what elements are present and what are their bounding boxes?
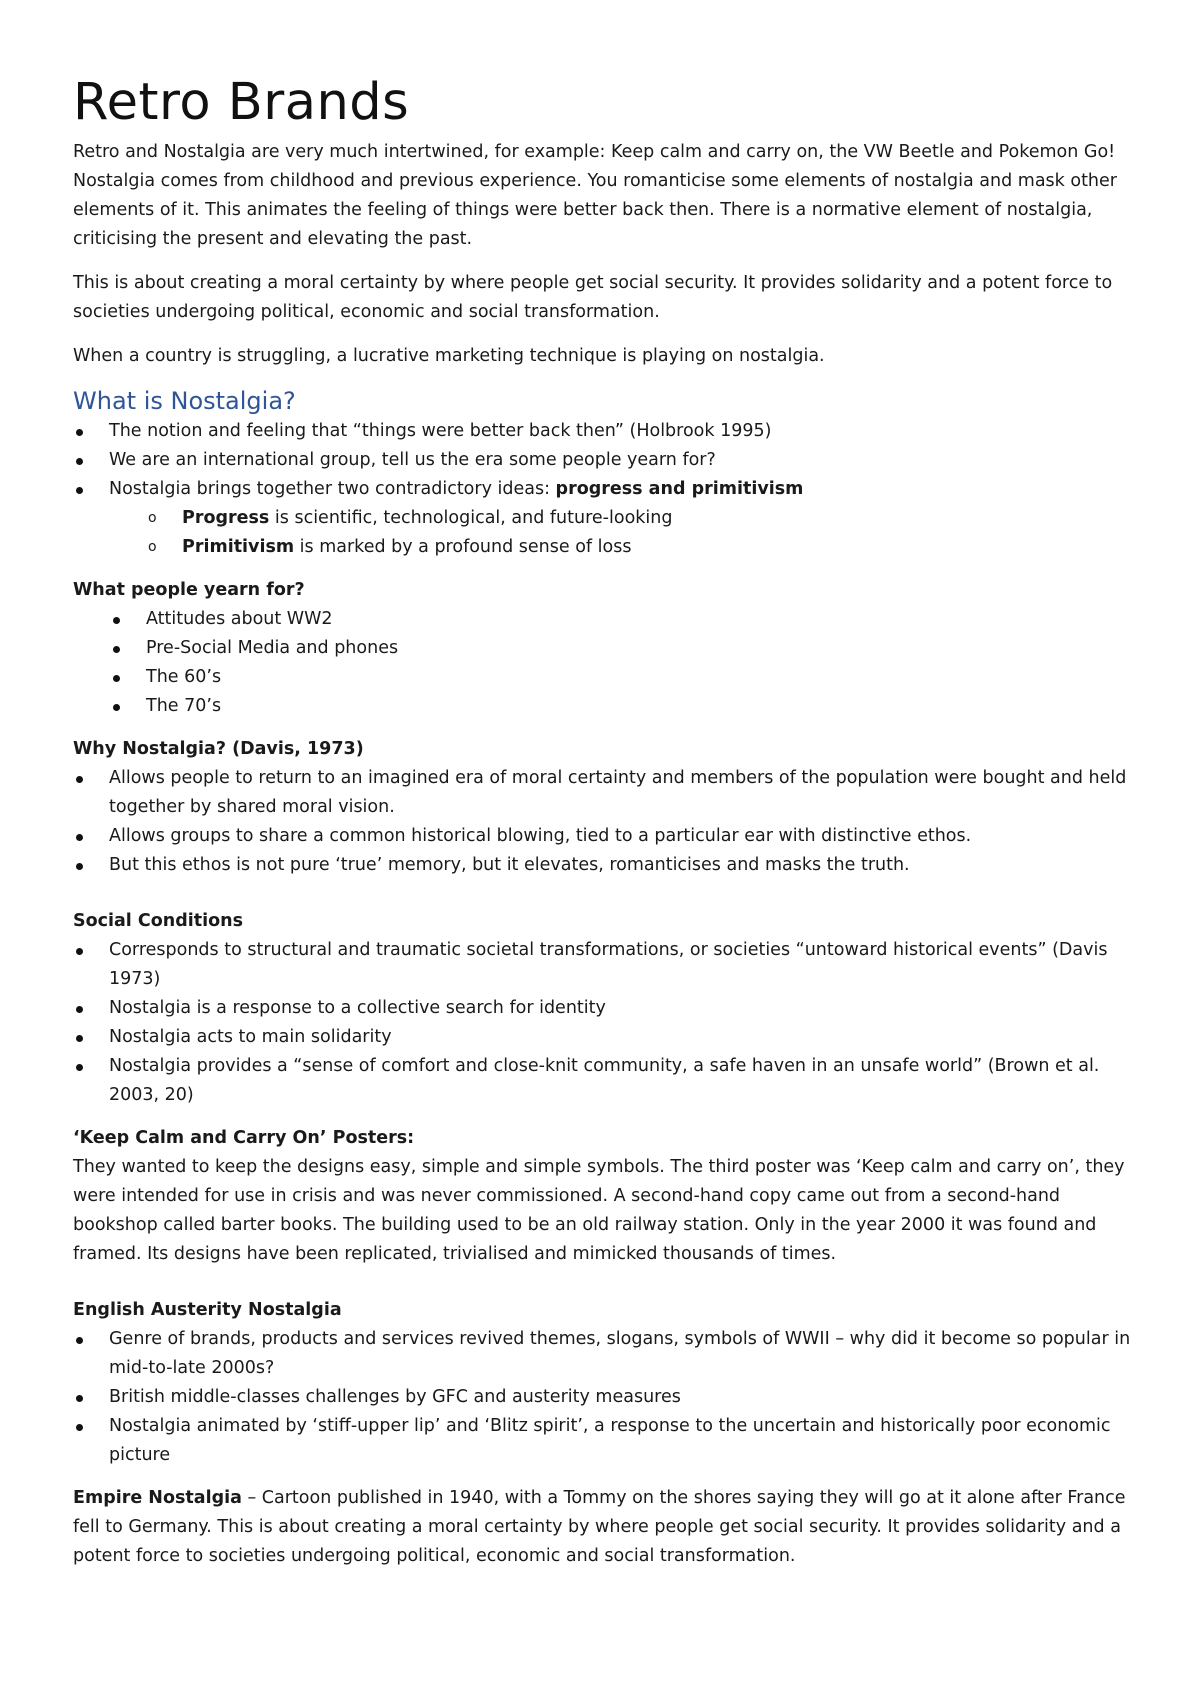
list-item: We are an international group, tell us the era some people yearn for? — [73, 446, 1140, 475]
keep-calm-paragraph: They wanted to keep the designs easy, simple and simple symbols. The third poster was ‘Keep calm and carry on’, they were intended for use in crisis and was never commissioned. A second-hand copy came out from a second-hand bookshop called barter books. The building used to be an old railway station. Only in the year 2000 it was found and framed. Its designs have been replicated, trivialised and mimicked thousands of times. — [73, 1157, 1125, 1264]
sub-list-item — [73, 533, 1140, 562]
why-nostalgia-list — [73, 764, 1140, 880]
empire-nostalgia-label: Empire Nostalgia — [73, 1488, 242, 1508]
progress-primitivism-sublist — [73, 504, 1140, 562]
list-item: Nostalgia is a response to a collective search for identity — [73, 994, 1140, 1023]
list-item-bold: progress and primitivism — [555, 479, 804, 499]
list-item-text: Nostalgia brings together two contradictory ideas: — [109, 479, 556, 499]
list-item: Corresponds to structural and traumatic societal transformations, or societies “untoward historical events” (Davis 1973) — [73, 936, 1140, 994]
sub-item-text: is marked by a profound sense of loss — [294, 537, 632, 557]
list-item: Nostalgia acts to main solidarity — [73, 1023, 1140, 1052]
what-is-nostalgia-heading: What is Nostalgia? — [73, 387, 296, 415]
keep-calm-heading: ‘Keep Calm and Carry On’ Posters: — [73, 1128, 415, 1148]
social-conditions-heading: Social Conditions — [73, 911, 244, 931]
list-item: The notion and feeling that “things were better back then” (Holbrook 1995) — [73, 417, 1140, 446]
austerity-list — [73, 1325, 1140, 1470]
list-item: British middle-classes challenges by GFC and austerity measures — [73, 1383, 1140, 1412]
list-item: Genre of brands, products and services revived themes, slogans, symbols of WWII – why did it become so popular in mid-to-late 2000s? — [73, 1325, 1140, 1383]
intro-paragraph-3: When a country is struggling, a lucrative marketing technique is playing on nostalgia. — [73, 346, 825, 366]
what-is-nostalgia-list — [73, 417, 1140, 504]
list-item: The 60’s — [73, 663, 1140, 692]
list-item: Nostalgia animated by ‘stiff-upper lip’ and ‘Blitz spirit’, a response to the uncertain and historically poor economic picture — [73, 1412, 1140, 1470]
list-item: Pre-Social Media and phones — [73, 634, 1140, 663]
list-item: But this ethos is not pure ‘true’ memory, but it elevates, romanticises and masks the truth. — [73, 851, 1140, 880]
sub-item-bold: Progress — [182, 508, 270, 528]
sub-item-text: is scientific, technological, and future-looking — [269, 508, 673, 528]
sub-list-item — [73, 504, 1140, 533]
sub-item-bold: Primitivism — [182, 537, 295, 557]
yearn-heading: What people yearn for? — [73, 580, 305, 600]
list-item — [73, 475, 1140, 504]
list-item: Allows groups to share a common historical blowing, tied to a particular ear with distinctive ethos. — [73, 822, 1140, 851]
page-title: Retro Brands — [73, 73, 410, 132]
list-item: Attitudes about WW2 — [73, 605, 1140, 634]
empire-nostalgia-paragraph — [73, 1484, 1140, 1571]
list-item: Allows people to return to an imagined era of moral certainty and members of the population were bought and held together by shared moral vision. — [73, 764, 1140, 822]
social-conditions-list — [73, 936, 1140, 1110]
intro-paragraph-2: This is about creating a moral certainty by where people get social security. It provides solidarity and a potent force to societies undergoing political, economic and social transformation. — [73, 273, 1113, 322]
list-item: The 70’s — [73, 692, 1140, 721]
intro-paragraph-1: Retro and Nostalgia are very much intertwined, for example: Keep calm and carry on, the VW Beetle and Pokemon Go! Nostalgia comes from childhood and previous experience. You romanticise some elements of nostalgia and mask other elements of it. This animates the feeling of things were better back then. There is a normative element of nostalgia, criticising the present and elevating the past. — [73, 142, 1117, 249]
list-item: Nostalgia provides a “sense of comfort and close-knit community, a safe haven in an unsafe world” (Brown et al. 2003, 20) — [73, 1052, 1140, 1110]
why-nostalgia-heading: Why Nostalgia? (Davis, 1973) — [73, 739, 364, 759]
yearn-list — [73, 605, 1140, 721]
empire-nostalgia-text: – Cartoon published in 1940, with a Tommy on the shores saying they will go at it alone after France fell to Germany. This is about creating a moral certainty by where people get social security. It provides solidarity and a potent force to societies undergoing political, economic and social transformation. — [73, 1488, 1126, 1566]
austerity-heading: English Austerity Nostalgia — [73, 1300, 342, 1320]
